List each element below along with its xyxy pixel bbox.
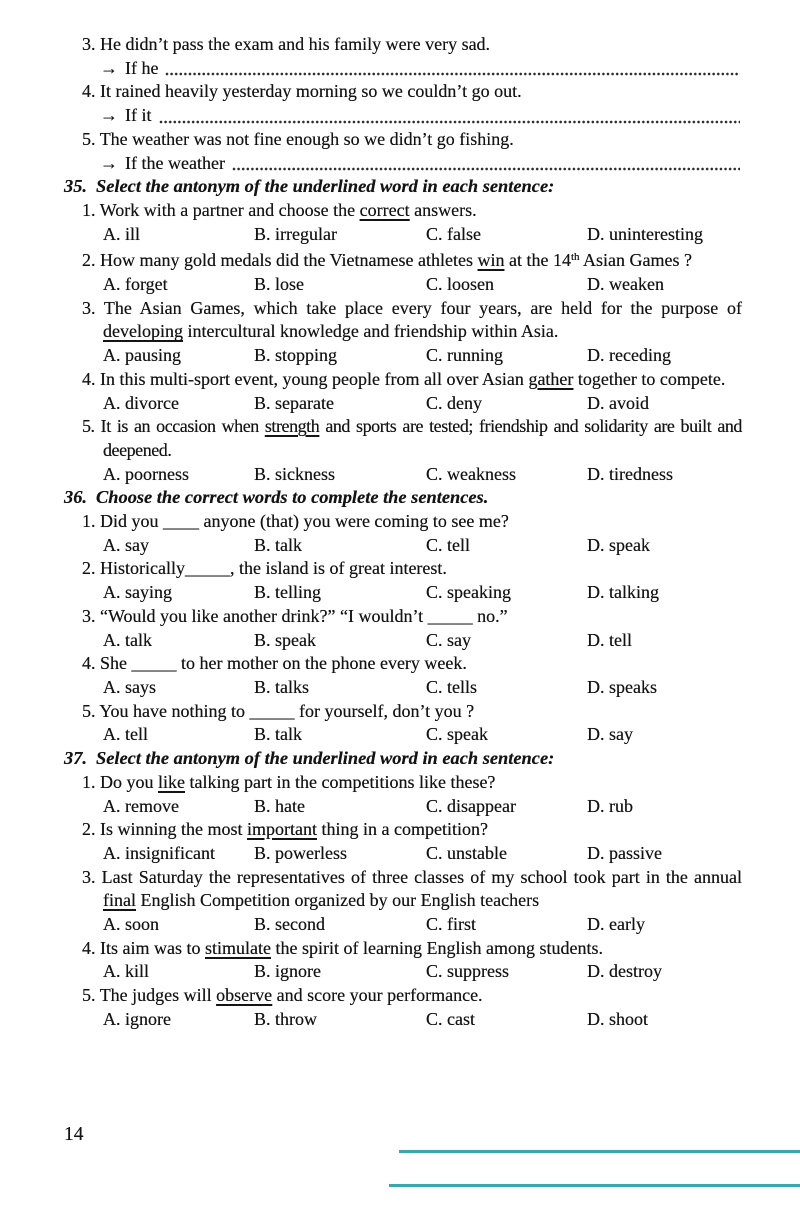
options-row [64, 723, 742, 747]
option: D. shoot [587, 1008, 649, 1029]
options-row [64, 463, 742, 487]
option: B. speak [254, 629, 316, 650]
options-row [64, 960, 742, 984]
item-number: 3. [82, 297, 104, 318]
question: 2. How many gold medals did the Vietnamese athletes win at the 14th Asian Games ? [82, 250, 693, 271]
option: D. early [587, 914, 645, 935]
option: C. cast [426, 1008, 475, 1029]
question: 4. Its aim was to stimulate the spirit of learning English among students. [82, 937, 603, 958]
option: B. lose [254, 274, 305, 295]
exercise-number: 35. [64, 176, 87, 197]
underlined-word: stimulate [205, 937, 271, 958]
book-edge-stripe-top [399, 1150, 800, 1153]
options-row [64, 629, 742, 653]
answer-rewrite-line [64, 57, 742, 81]
item-number: 4. [82, 937, 100, 958]
arrow-icon: → [100, 152, 118, 173]
options-row [64, 676, 742, 700]
option: C. unstable [426, 842, 507, 863]
option: C. weakness [426, 463, 516, 484]
option: B. second [254, 914, 325, 935]
option: C. false [426, 223, 481, 244]
arrow-icon: → [100, 105, 118, 126]
item-number: 1. [82, 511, 100, 532]
item-number: 2. [82, 819, 100, 840]
exercise-title: Choose the correct words to complete the sentences. [96, 487, 489, 508]
item-number: 3. [82, 34, 100, 54]
exercise-header [64, 747, 742, 771]
option: D. rub [587, 795, 633, 816]
option: D. receding [587, 345, 671, 366]
question: 5. You have nothing to _____ for yourself, don’t you ? [82, 700, 475, 721]
option: A. soon [103, 914, 160, 935]
exercise-title: Select the antonym of the underlined word in each sentence: [96, 176, 555, 197]
option: D. speaks [587, 676, 657, 697]
options-row [64, 1008, 742, 1032]
option: C. running [426, 345, 504, 366]
question: 5. The judges will observe and score your performance. [82, 985, 483, 1006]
option: B. stopping [254, 345, 338, 366]
option: D. weaken [587, 274, 664, 295]
item-number: 3. [82, 866, 102, 887]
options-row [64, 581, 742, 605]
option: D. talking [587, 582, 659, 603]
option: B. telling [254, 582, 321, 603]
question: 4. She _____ to her mother on the phone every week. [82, 653, 467, 674]
options-row [64, 223, 742, 247]
answer-prompt: If he [125, 57, 159, 78]
item-number: 1. [82, 199, 100, 220]
option: C. say [426, 629, 471, 650]
underlined-word: win [477, 250, 505, 271]
dotted-leader [232, 163, 740, 172]
option: A. ill [103, 223, 141, 244]
question: 1. Do you like talking part in the competitions like these? [82, 771, 496, 792]
option: D. passive [587, 842, 662, 863]
underlined-word: observe [216, 985, 273, 1006]
option: C. disappear [426, 795, 516, 816]
underlined-word: like [158, 771, 185, 792]
item-number: 2. [82, 558, 100, 579]
option: C. loosen [426, 274, 495, 295]
underlined-word: gather [528, 368, 574, 389]
option: B. talk [254, 534, 302, 555]
option: A. remove [103, 795, 179, 816]
item-number: 5. [82, 416, 101, 437]
answer-prompt: If the weather [125, 152, 225, 173]
options-row [64, 795, 742, 819]
option: A. pausing [103, 345, 181, 366]
option: D. tell [587, 629, 632, 650]
exercise-header [64, 175, 742, 199]
item-number: 4. [82, 81, 100, 102]
option: A. forget [103, 274, 168, 295]
options-row [64, 534, 742, 558]
option: B. powerless [254, 842, 347, 863]
item-number: 5. [82, 985, 100, 1006]
underlined-word: final [103, 890, 136, 911]
list-item: 3. He didn’t pass the exam and his family were very sad. [82, 34, 491, 54]
option: D. uninteresting [587, 223, 703, 244]
option: A. tell [103, 724, 148, 745]
answer-rewrite-line [64, 152, 742, 176]
question: 3. “Would you like another drink?” “I wouldn’t _____ no.” [82, 605, 508, 626]
exercise-header [64, 486, 742, 510]
exercise-number: 37. [64, 748, 87, 769]
option: B. ignore [254, 961, 321, 982]
options-row [64, 842, 742, 866]
option: C. tell [426, 534, 470, 555]
option: B. separate [254, 392, 334, 413]
item-number: 3. [82, 605, 100, 626]
question: 5. It is an occasion when strength and sports are tested; friendship and solidarity are built and deepened. [82, 416, 742, 460]
option: C. speaking [426, 582, 511, 603]
question: 1. Work with a partner and choose the correct answers. [82, 199, 477, 220]
item-number: 2. [82, 250, 100, 271]
option: D. say [587, 724, 633, 745]
options-row [64, 273, 742, 297]
question: 2. Historically_____, the island is of great interest. [82, 558, 447, 579]
list-item: 4. It rained heavily yesterday morning so we couldn’t go out. [82, 81, 522, 102]
arrow-icon: → [100, 57, 118, 78]
option: A. divorce [103, 392, 179, 413]
option: B. throw [254, 1008, 317, 1029]
underlined-word: correct [359, 199, 410, 220]
option: B. hate [254, 795, 305, 816]
option: D. destroy [587, 961, 662, 982]
option: D. avoid [587, 392, 649, 413]
option: A. talk [103, 629, 152, 650]
option: C. deny [426, 392, 482, 413]
underlined-word: strength [264, 416, 320, 437]
options-row [64, 392, 742, 416]
options-row [64, 344, 742, 368]
exercise-number: 36. [64, 487, 87, 508]
item-number: 5. [82, 128, 100, 149]
option: C. speak [426, 724, 488, 745]
option: A. poorness [103, 463, 189, 484]
option: A. says [103, 676, 156, 697]
page-number: 14 [64, 1124, 84, 1145]
option: B. talks [254, 676, 310, 697]
option: A. saying [103, 582, 172, 603]
option: A. ignore [103, 1008, 171, 1029]
question: 2. Is winning the most important thing in a competition? [82, 819, 488, 840]
answer-prompt: If it [125, 105, 152, 126]
question: 3. The Asian Games, which take place every four years, are held for the purpose of developing intercultural knowledge and friendship within Asia. [82, 297, 742, 342]
option: B. irregular [254, 223, 337, 244]
option: C. first [426, 914, 477, 935]
dotted-leader [159, 116, 741, 125]
option: D. tiredness [587, 463, 673, 484]
option: B. talk [254, 724, 302, 745]
option: C. suppress [426, 961, 510, 982]
option: B. sickness [254, 463, 335, 484]
underlined-word: developing [103, 321, 183, 342]
options-row [64, 913, 742, 937]
question: 1. Did you ____ anyone (that) you were coming to see me? [82, 511, 509, 532]
list-item: 5. The weather was not fine enough so we didn’t go fishing. [82, 128, 514, 149]
option: A. insignificant [103, 842, 215, 863]
underlined-word: important [247, 819, 317, 840]
item-number: 1. [82, 771, 100, 792]
dotted-leader [165, 68, 740, 77]
exercise-title: Select the antonym of the underlined word in each sentence: [96, 748, 555, 769]
item-number: 5. [82, 700, 100, 721]
superscript-text: th [570, 251, 580, 264]
item-number: 4. [82, 653, 100, 674]
option: A. say [103, 534, 149, 555]
option: C. tells [426, 676, 478, 697]
option: A. kill [103, 961, 150, 982]
book-edge-stripe-bottom [389, 1184, 800, 1187]
option: D. speak [587, 534, 650, 555]
question: 4. In this multi-sport event, young people from all over Asian gather together to compete. [82, 368, 726, 389]
answer-rewrite-line [64, 104, 742, 128]
question: 3. Last Saturday the representatives of three classes of my school took part in the annual final English Competition organized by our English teachers [82, 866, 743, 911]
item-number: 4. [82, 368, 100, 389]
